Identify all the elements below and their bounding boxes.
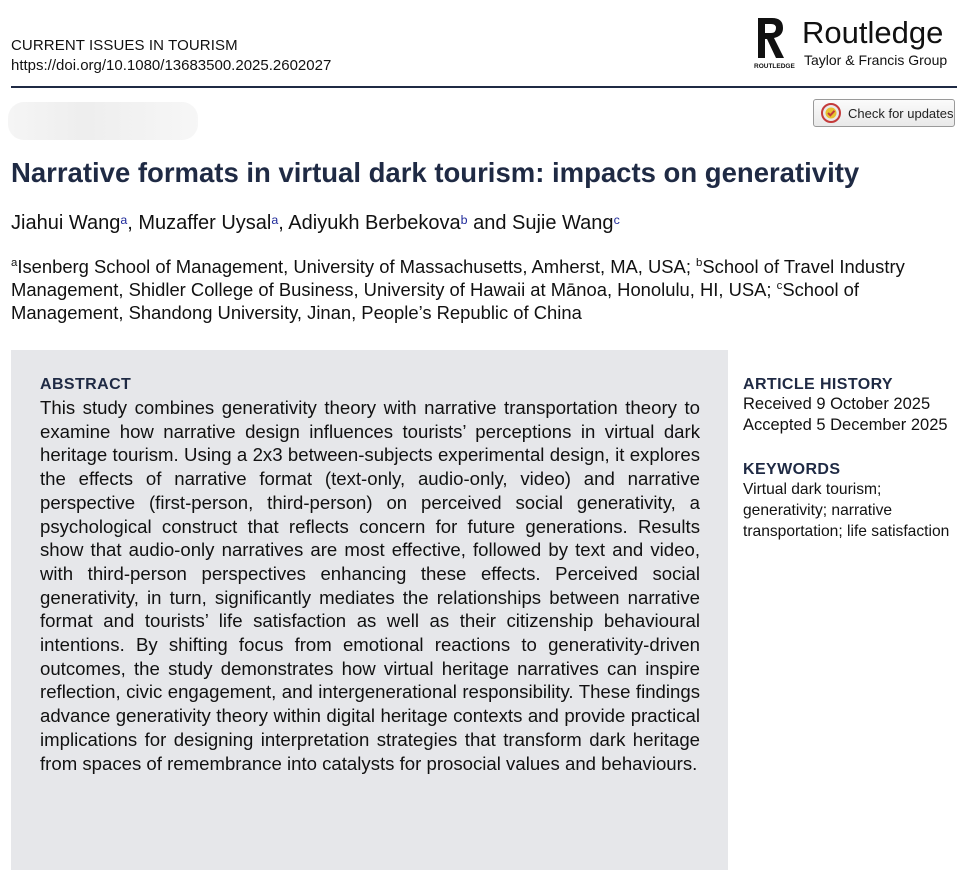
routledge-logo-icon bbox=[752, 14, 795, 72]
author-conjunction: and bbox=[467, 212, 513, 234]
author-separator: , bbox=[278, 212, 289, 234]
article-title: Narrative formats in virtual dark tourism: impacts on generativity bbox=[11, 157, 860, 188]
check-for-updates-button[interactable] bbox=[813, 99, 955, 127]
author-affiliation-mark: a bbox=[271, 212, 279, 227]
author-affiliation-mark: a bbox=[120, 212, 128, 227]
author-affiliation-mark: b bbox=[460, 212, 468, 227]
check-updates-icon bbox=[821, 103, 841, 123]
journal-header bbox=[11, 36, 331, 76]
publisher-subtitle: Taylor & Francis Group bbox=[804, 52, 948, 68]
author-list bbox=[11, 210, 620, 236]
affiliation-mark: a bbox=[11, 257, 18, 270]
doi-link[interactable]: https://doi.org/10.1080/13683500.2025.2602027 bbox=[11, 57, 332, 74]
author-affiliation-mark: c bbox=[613, 212, 620, 227]
affiliation-mark: c bbox=[776, 280, 783, 293]
check-updates-label: Check for updates bbox=[848, 105, 954, 121]
svg-text:ROUTLEDGE: ROUTLEDGE bbox=[754, 63, 795, 70]
affiliation-text: Isenberg School of Management, University of Massachusetts, Amherst, MA, USA; bbox=[17, 256, 697, 277]
header-rule bbox=[11, 86, 957, 88]
faded-logo bbox=[8, 102, 198, 140]
author-name[interactable]: Sujie Wang bbox=[512, 212, 614, 234]
journal-name: CURRENT ISSUES IN TOURISM bbox=[11, 37, 238, 54]
keywords-heading: KEYWORDS bbox=[743, 461, 841, 478]
publisher-brand: Routledge bbox=[802, 15, 944, 50]
keywords bbox=[743, 461, 963, 542]
affiliations bbox=[11, 255, 951, 324]
received-date: Received 9 October 2025 bbox=[743, 395, 931, 413]
affiliation-mark: b bbox=[696, 257, 703, 270]
author-name[interactable]: Jiahui Wang bbox=[11, 212, 121, 234]
keywords-text: Virtual dark tourism; generativity; narrative transportation; life satisfaction bbox=[743, 481, 950, 540]
author-name[interactable]: Muzaffer Uysal bbox=[138, 212, 272, 234]
article-history bbox=[743, 376, 963, 436]
article-history-heading: ARTICLE HISTORY bbox=[743, 376, 894, 393]
accepted-date: Accepted 5 December 2025 bbox=[743, 416, 948, 434]
publisher-logo bbox=[752, 14, 962, 74]
author-separator: , bbox=[127, 212, 139, 234]
abstract-heading: ABSTRACT bbox=[40, 376, 132, 393]
affiliation-text: School of Management, Shandong University, Jinan, People’s Republic of China bbox=[11, 279, 860, 323]
affiliation-text: School of Travel Industry Management, Shidler College of Business, University of Hawaii at Mānoa, Honolulu, HI, USA; bbox=[11, 256, 905, 300]
author-name[interactable]: Adiyukh Berbekova bbox=[288, 212, 461, 234]
abstract-text: This study combines generativity theory with narrative transportation theory to examine how narrative design influences tourists’ perceptions in virtual dark heritage tourism. Using a 2x3 between-subjects experimental design, it explores the effects of narrative format (text-only, audio-only, video) and narrative perspective (first-person, third-person) on perceived social generativity, a psychological construct that reflects concern for future generations. Results show that audio-only narratives are most effective, followed by text and video, with third-person perspectives enhancing these effects. Perceived social generativity, in turn, significantly mediates the relationships between narrative format and tourists’ life satisfaction as well as their citizenship behavioural intentions. By shifting focus from emotional reactions to generativity-driven outcomes, the study demonstrates how virtual heritage narratives can inspire reflection, civic engagement, and intergenerational responsibility. These findings advance generativity theory within digital heritage contexts and provide practical implications for designing interpretation strategies that transform dark heritage from spaces of remembrance into catalysts for prosocial values and behaviours. bbox=[40, 397, 700, 774]
